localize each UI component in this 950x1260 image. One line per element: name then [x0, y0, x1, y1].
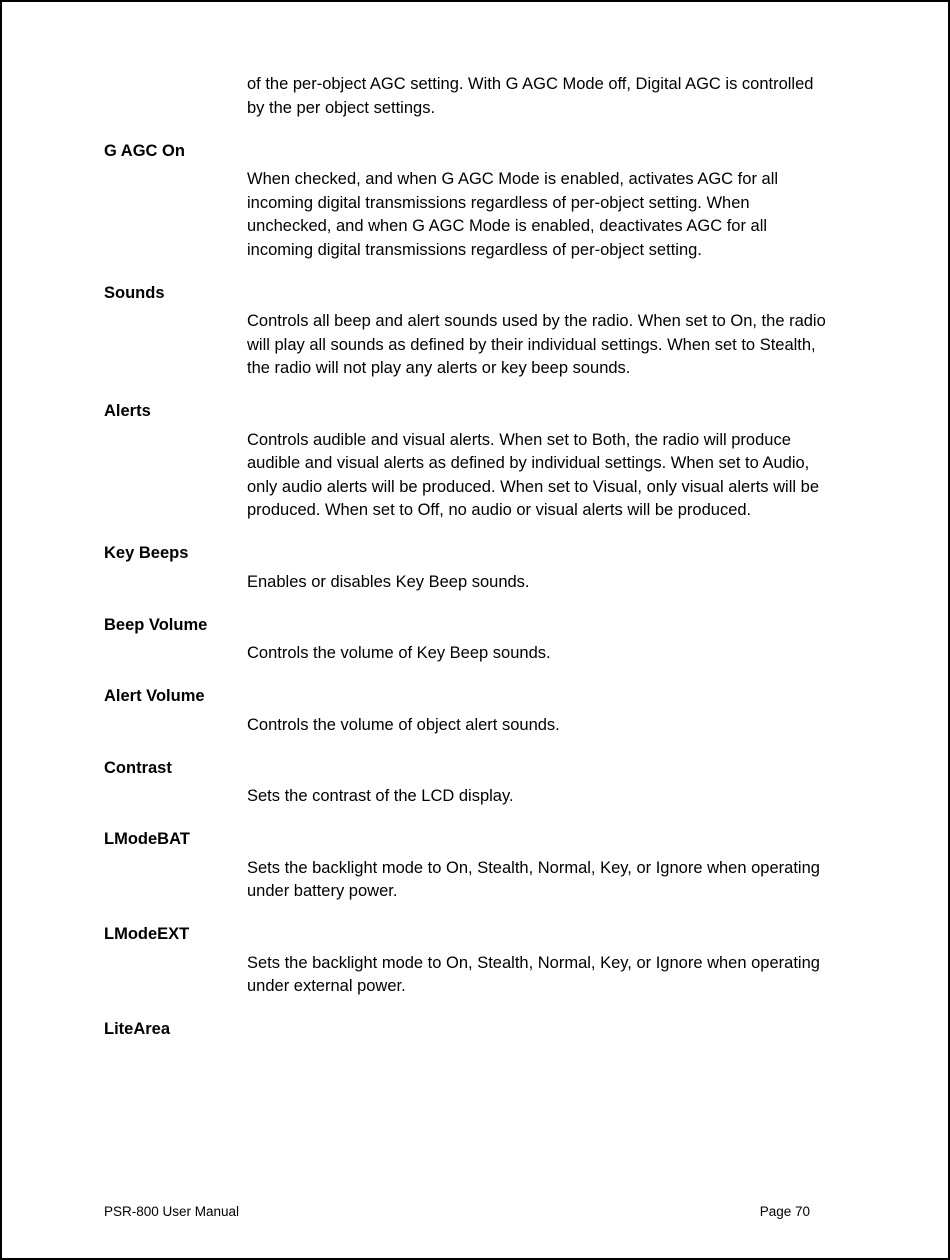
entry-description: Enables or disables Key Beep sounds. — [247, 572, 530, 591]
definition-entry — [104, 1018, 842, 1042]
definition-entry — [104, 828, 842, 904]
entry-description: Controls all beep and alert sounds used by the radio. When set to On, the radio will play all sounds as defined by their individual settings. When set to Stealth, the radio will not play any alerts or key beep sounds. — [247, 312, 826, 377]
definition-entry — [104, 400, 842, 523]
entry-term: G AGC On — [104, 141, 185, 160]
definition-entry — [104, 140, 842, 263]
entry-description: When checked, and when G AGC Mode is enabled, activates AGC for all incoming digital transmissions regardless of per-object setting. When unchecked, and when G AGC Mode is enabled, deactivates AGC for all incoming digital transmissions regardless of per-object setting. — [247, 170, 779, 259]
entry-term: Sounds — [104, 283, 165, 302]
entry-description: Controls the volume of Key Beep sounds. — [247, 644, 551, 662]
entry-term: Key Beeps — [104, 544, 189, 562]
page-footer — [104, 1204, 810, 1220]
entry-description: Sets the backlight mode to On, Stealth, Normal, Key, or Ignore when operating under external power. — [247, 953, 820, 995]
definition-entry — [104, 923, 842, 999]
entry-description: Sets the backlight mode to On, Stealth, Normal, Key, or Ignore when operating under battery power. — [247, 858, 820, 900]
definition-entry — [104, 542, 842, 594]
entry-term: Alerts — [104, 402, 151, 420]
entry-description: Controls the volume of object alert sounds. — [247, 715, 560, 734]
page-content — [104, 73, 842, 1047]
definition-entry — [104, 282, 842, 381]
entry-term: Contrast — [104, 758, 172, 777]
entry-term: LiteArea — [104, 1020, 171, 1038]
entry-description: Sets the contrast of the LCD display. — [247, 787, 514, 805]
definition-entry — [104, 685, 842, 737]
entry-term: LModeBAT — [104, 830, 190, 848]
definition-entry — [104, 614, 842, 666]
definition-list — [104, 140, 842, 1042]
entry-term: LModeEXT — [104, 925, 190, 943]
definition-entry — [104, 757, 842, 809]
footer-document-title: PSR-800 User Manual — [104, 1204, 240, 1219]
entry-description: Controls audible and visual alerts. When set to Both, the radio will produce audible and visual alerts as defined by individual settings. When set to Audio, only audio alerts will be produced. When set to Visual, only visual alerts will be produced. When set to Off, no audio or visual alerts will be produced. — [247, 430, 819, 519]
entry-term: Alert Volume — [104, 687, 205, 705]
entry-term: Beep Volume — [104, 615, 208, 634]
footer-page-number: Page 70 — [759, 1204, 810, 1219]
continuation-paragraph: of the per-object AGC setting. With G AGC Mode off, Digital AGC is controlled by the per object settings. — [247, 75, 814, 117]
